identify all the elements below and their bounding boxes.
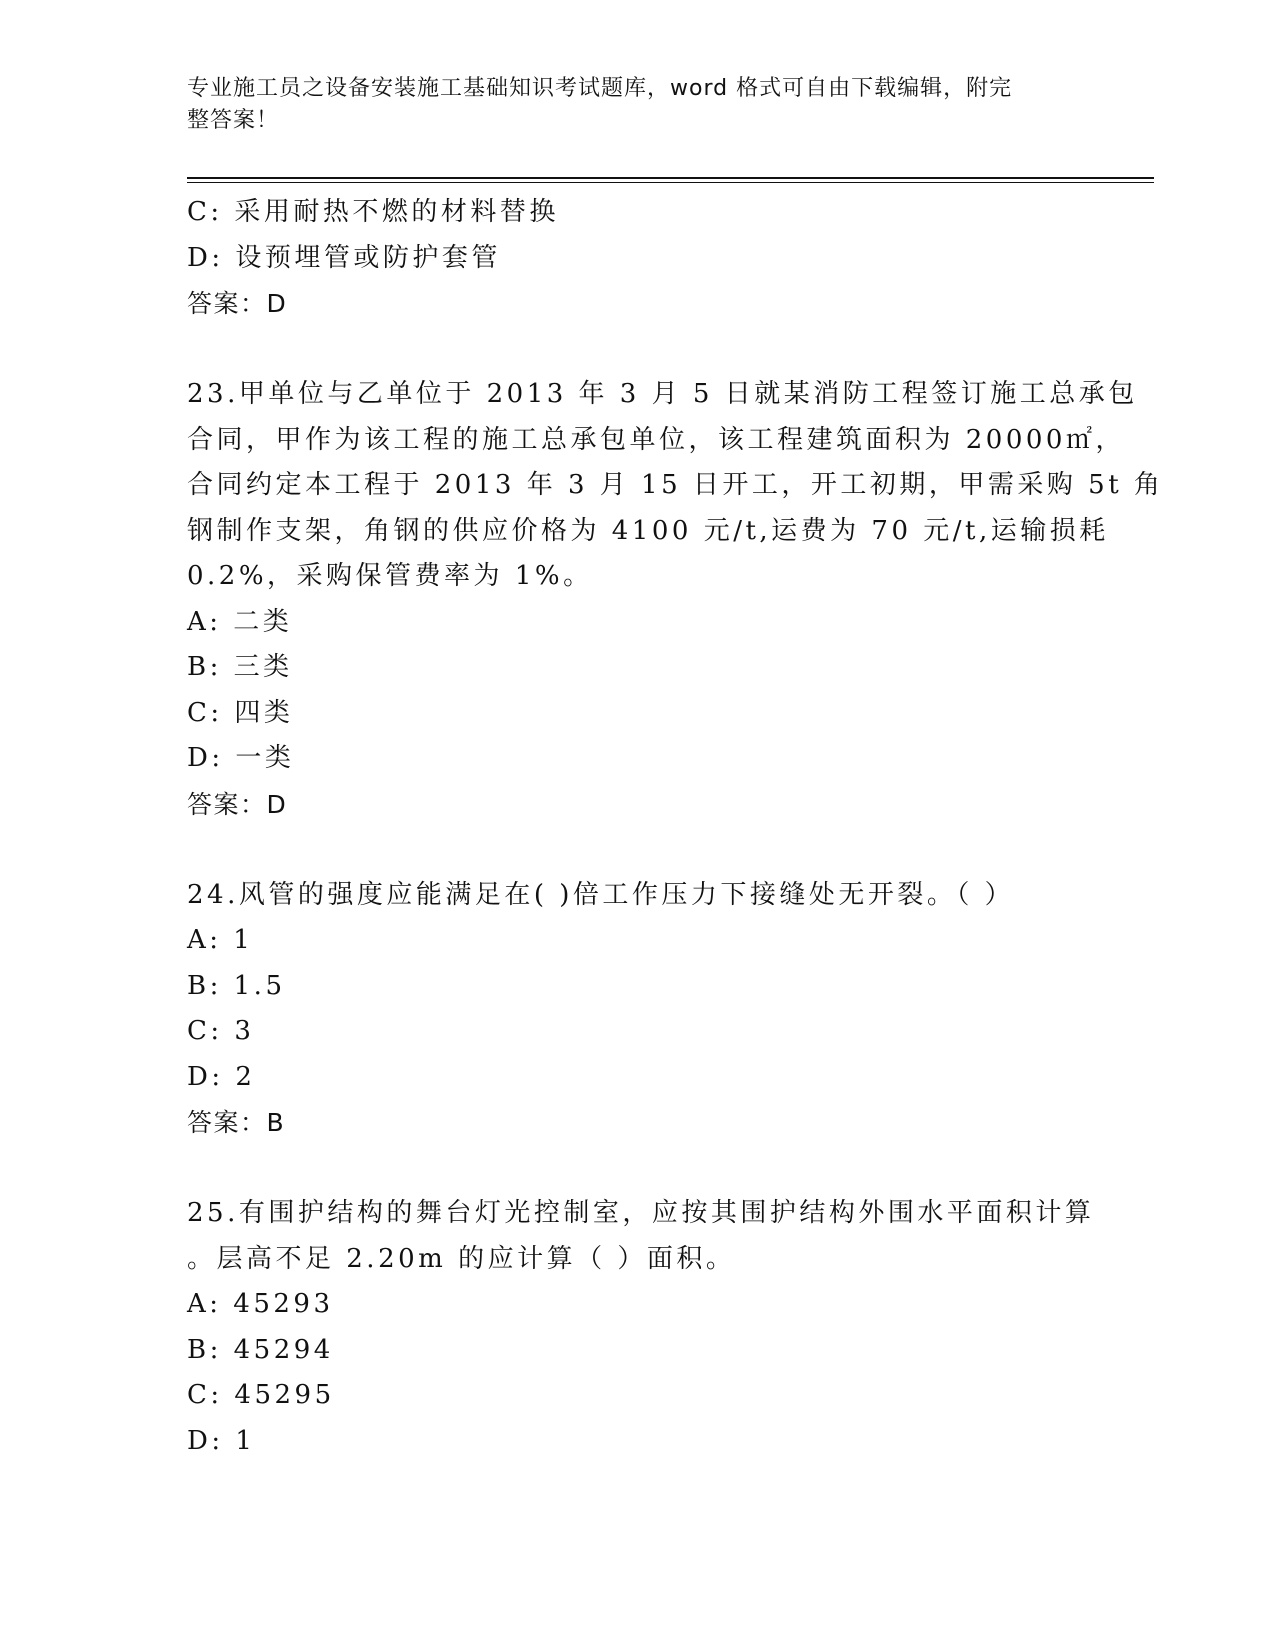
- header-divider-thin: [187, 182, 1154, 183]
- question-content: [187, 190, 1164, 1464]
- header-divider-thick: [187, 177, 1154, 179]
- q23-stem-line-1: 23.甲单位与乙单位于 2013 年 3 月 5 日就某消防工程签订施工总承包: [187, 379, 1138, 409]
- q24-option-b: B: 1.5: [187, 970, 286, 1001]
- question-22-tail: [187, 190, 1087, 327]
- q25-option-d: D: 1: [187, 1425, 256, 1456]
- q25-option-a: A: 45293: [187, 1289, 334, 1319]
- q22-answer: 答案：D: [187, 289, 288, 318]
- q23-option-b: B: 三类: [187, 652, 293, 682]
- q24-option-d: D: 2: [187, 1061, 256, 1092]
- q25-stem-line-2: 。层高不足 2.20m 的应计算（ ）面积。: [187, 1243, 736, 1274]
- q23-option-c: C: 四类: [187, 697, 294, 728]
- header-title-line-1: 专业施工员之设备安装施工基础知识考试题库，word 格式可自由下载编辑，附完: [187, 76, 1013, 101]
- q25-stem: [187, 1191, 1095, 1282]
- q25-option-c: C: 45295: [187, 1380, 335, 1410]
- q23-answer: 答案：D: [187, 789, 288, 819]
- question-24: [187, 873, 1087, 1146]
- q24-option-a: A: 1: [187, 925, 254, 955]
- q23-stem: [187, 372, 1164, 600]
- q22-option-c: C: 采用耐热不燃的材料替换: [187, 197, 559, 227]
- question-25: [187, 1191, 1095, 1464]
- q23-stem-line-2: 合同，甲作为该工程的施工总承包单位，该工程建筑面积为 20000㎡，: [187, 424, 1125, 455]
- question-spacer: [187, 327, 1087, 373]
- q24-option-c: C: 3: [187, 1016, 255, 1046]
- q24-stem: [187, 873, 1087, 919]
- page-header: [187, 73, 1067, 137]
- q24-answer: 答案：B: [187, 1108, 286, 1137]
- header-title-line-2: 整答案！: [187, 108, 280, 133]
- q23-option-d: D: 一类: [187, 743, 295, 773]
- q24-stem-line-1: 24.风管的强度应能满足在( )倍工作压力下接缝处无开裂。（ ）: [187, 879, 1015, 910]
- q23-stem-line-4: 钢制作支架，角钢的供应价格为 4100 元/t,运费为 70 元/t,运输损耗: [187, 515, 1109, 546]
- q25-stem-line-1: 25.有围护结构的舞台灯光控制室，应按其围护结构外围水平面积计算: [187, 1198, 1095, 1228]
- q23-stem-line-3: 合同约定本工程于 2013 年 3 月 15 日开工，开工初期，甲需采购 5t 角: [187, 470, 1164, 500]
- question-spacer: [187, 1146, 1087, 1192]
- q23-stem-line-5: 0.2%，采购保管费率为 1%。: [187, 561, 593, 591]
- question-spacer: [187, 827, 1087, 873]
- q25-option-b: B: 45294: [187, 1334, 334, 1365]
- q23-option-a: A: 二类: [187, 606, 293, 637]
- question-23: [187, 372, 1164, 827]
- q22-option-d: D: 设预埋管或防护套管: [187, 242, 501, 273]
